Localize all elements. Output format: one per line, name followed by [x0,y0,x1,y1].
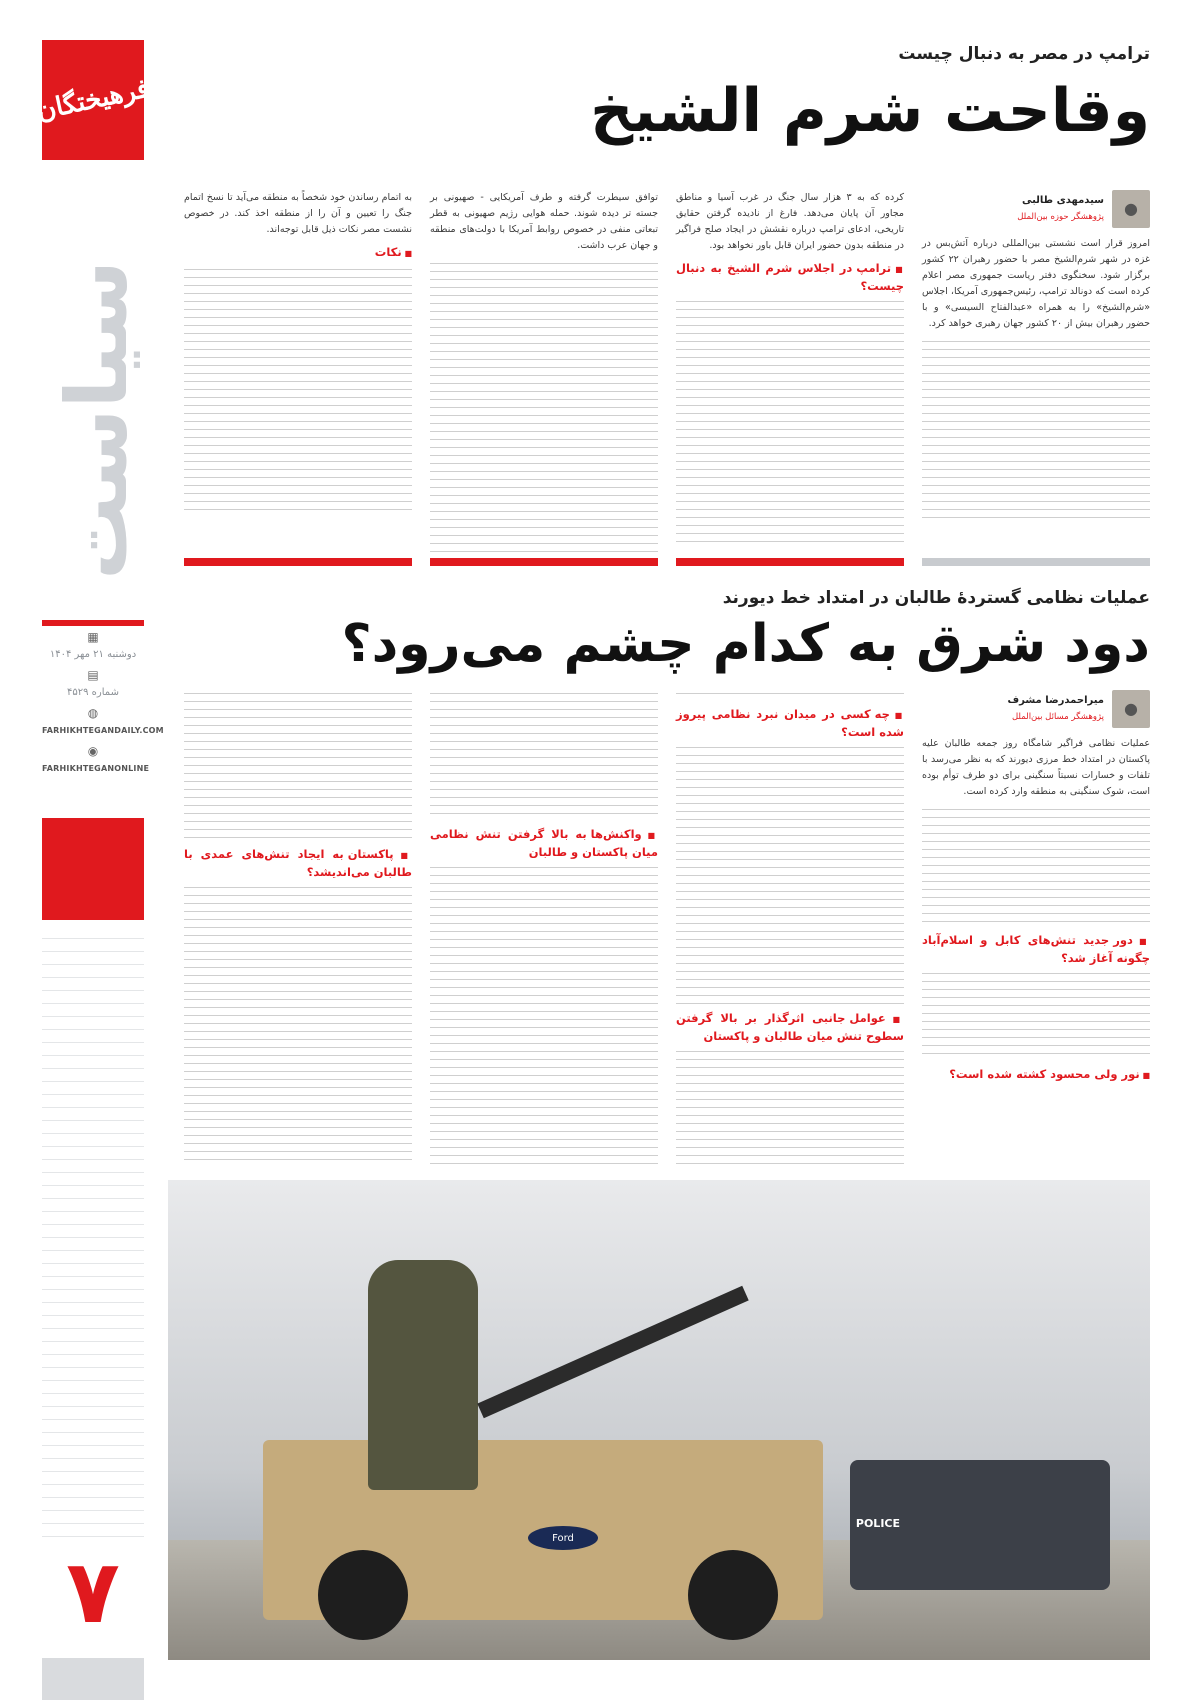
machine-gun [477,1286,748,1419]
body-text-placeholder [676,298,904,548]
story1-col2-text: کرده که به ۳ هزار سال جنگ در غرب آسیا و مناطق مجاور آن پایان می‌دهد. فارغ از نادیده گرفتن حقایق تاریخی، ادعای ترامپ درباره نقشش در ایجاد صلح فراگیر در منطقه بدون حضور ایران قابل باور نخواهد بود. [676,192,904,251]
column-bar [430,558,658,566]
story2-subhead-2: ■ نور ولی محسود کشته شده است؟ [922,1066,1150,1084]
body-text-placeholder [676,744,904,1004]
body-text-placeholder [676,690,904,700]
author-avatar: ● [1112,690,1150,728]
police-label: POLICE [855,1517,900,1530]
story2-columns [168,690,1150,1180]
story2-kicker: عملیات نظامی گستردۀ طالبان در امتداد خط دیورند [722,588,1150,608]
author-avatar: ● [1112,190,1150,228]
strip-divider [42,620,144,626]
issue-date: دوشنبه ۲۱ مهر ۱۴۰۴ [49,649,137,660]
story2-author [922,690,1150,728]
body-text-placeholder [922,338,1150,518]
web-icon: ◍ [87,706,99,720]
social-icon: ◉ [87,744,99,758]
issue-icon: ▤ [87,668,99,682]
social-handle[interactable]: FARHIKHTEGANONLINE [42,764,150,773]
author-role: پژوهشگر مسائل بین‌الملل [1011,712,1104,722]
section-title-text: سیاست [48,260,146,580]
story2-subhead-1: ■ دور جدید تنش‌های کابل و اسلام‌آباد چگونه آغاز شد؟ [922,932,1150,966]
author-role: پژوهشگر حوزه بین‌الملل [1017,212,1104,222]
story2-lead: عملیات نظامی فراگیر شامگاه روز جمعه طالبان علیه پاکستان در امتداد خط مرزی دیورند که به نظر می‌رسد با تلفات و خسارات نسبتاً سنگینی برای دو طرف توأم بوده است، شوک سنگینی به منطقه وارد کرده است. [922,738,1150,797]
red-accent-block [42,818,144,920]
decorative-lines [42,938,144,1538]
soldier-figure [368,1260,478,1490]
story1-headline[interactable]: وقاحت شرم الشیخ [590,76,1150,146]
strip-footer [42,1658,144,1700]
body-text-placeholder [184,884,412,1164]
calendar-icon: ▦ [87,630,99,644]
story2-subhead-5: ■ واکنش‌ها به بالا گرفتن تنش نظامی میان پاکستان و طالبان [430,826,658,860]
newspaper-logo[interactable] [33,40,153,160]
website-link[interactable]: FARHIKHTEGANDAILY.COM [42,726,164,735]
body-text-placeholder [430,690,658,820]
column-bar [676,558,904,566]
story1-col-4 [184,190,412,570]
issue-number: شماره ۴۵۲۹ [67,687,119,698]
story1-columns [168,190,1150,570]
page-number: ۷ [66,1540,120,1643]
body-text-placeholder [676,1048,904,1168]
body-text-placeholder [184,690,412,840]
story1-subhead-2: ■ نکات [184,244,412,262]
ford-logo: Ford [528,1526,598,1550]
story1-header [168,40,1150,144]
story1-lead: امروز قرار است نشستی بین‌المللی درباره آتش‌بس در غزه در شهر شرم‌الشیخ مصر با حضور رهبران ۲۲ کشور برگزار شود. سخنگوی دفتر ریاست جمهوری مصر اعلام کرده است که دونالد ترامپ، رئیس‌جمهوری آمریکا، اجلاس «شرم‌الشیخ» را به همراه «عبدالفتاح السیسی» و با حضور رهبران بیش از ۲۰ کشور جهان رهبری خواهد کرد. [922,238,1150,329]
body-text-placeholder [922,806,1150,926]
left-strip [33,40,164,1660]
body-text-placeholder [184,266,412,516]
body-text-placeholder [430,260,658,560]
story2-subhead-6: ■ پاکستان به ایجاد تنش‌های عمدی با طالبان می‌اندیشد؟ [184,846,412,880]
logo-text: فرهیختگان [33,73,153,127]
story2-header [168,588,1150,673]
author-name: میراحمدرضا مشرف [1007,695,1104,706]
story2-col-2 [676,690,904,1180]
truck-wheel [318,1550,408,1640]
story2-col-3 [430,690,658,1180]
story1-subhead-1: ■ ترامپ در اجلاس شرم الشیخ به دنبال چیست؟ [676,260,904,294]
issue-meta [42,630,164,776]
story2-subhead-4: ■ عوامل جانبی اثرگذار بر بالا گرفتن سطوح تنش میان طالبان و پاکستان [676,1010,904,1044]
story1-col4-text: به اتمام رساندن خود شخصاً به منطقه می‌آید تا نسخ اتمام جنگ را تعیین و آن را از منطقه اخذ کند. در خصوص نشست مصر نکات ذیل قابل توجه‌اند. [184,192,412,235]
news-photo[interactable] [168,1180,1150,1660]
body-text-placeholder [430,864,658,1164]
story1-col-1 [922,190,1150,570]
story2-col-4 [184,690,412,1180]
truck-wheel [688,1550,778,1640]
story2-col-1 [922,690,1150,1180]
story1-col-2 [676,190,904,570]
story1-col3-text: توافق سیطرت گرفته و طرف آمریکایی - صهیونی بر جسته تر دیده شوند. حمله هوایی رژیم صهیونی به قطر تبعاتی منفی در خصوص روابط آمریکا با دولت‌های منطقه و جهان عرب داشت. [430,192,658,251]
story1-kicker: ترامپ در مصر به دنبال چیست [898,44,1150,64]
body-text-placeholder [922,970,1150,1060]
author-name: سیدمهدی طالبی [1021,195,1104,206]
story1-author [922,190,1150,228]
column-bar [184,558,412,566]
story2-headline[interactable]: دود شرق به کدام چشم می‌رود؟ [341,614,1150,674]
section-title [48,240,146,600]
story2-subhead-3: ■ چه کسی در میدان نبرد نظامی پیروز شده است؟ [676,706,904,740]
column-bar [922,558,1150,566]
story1-col-3 [430,190,658,570]
